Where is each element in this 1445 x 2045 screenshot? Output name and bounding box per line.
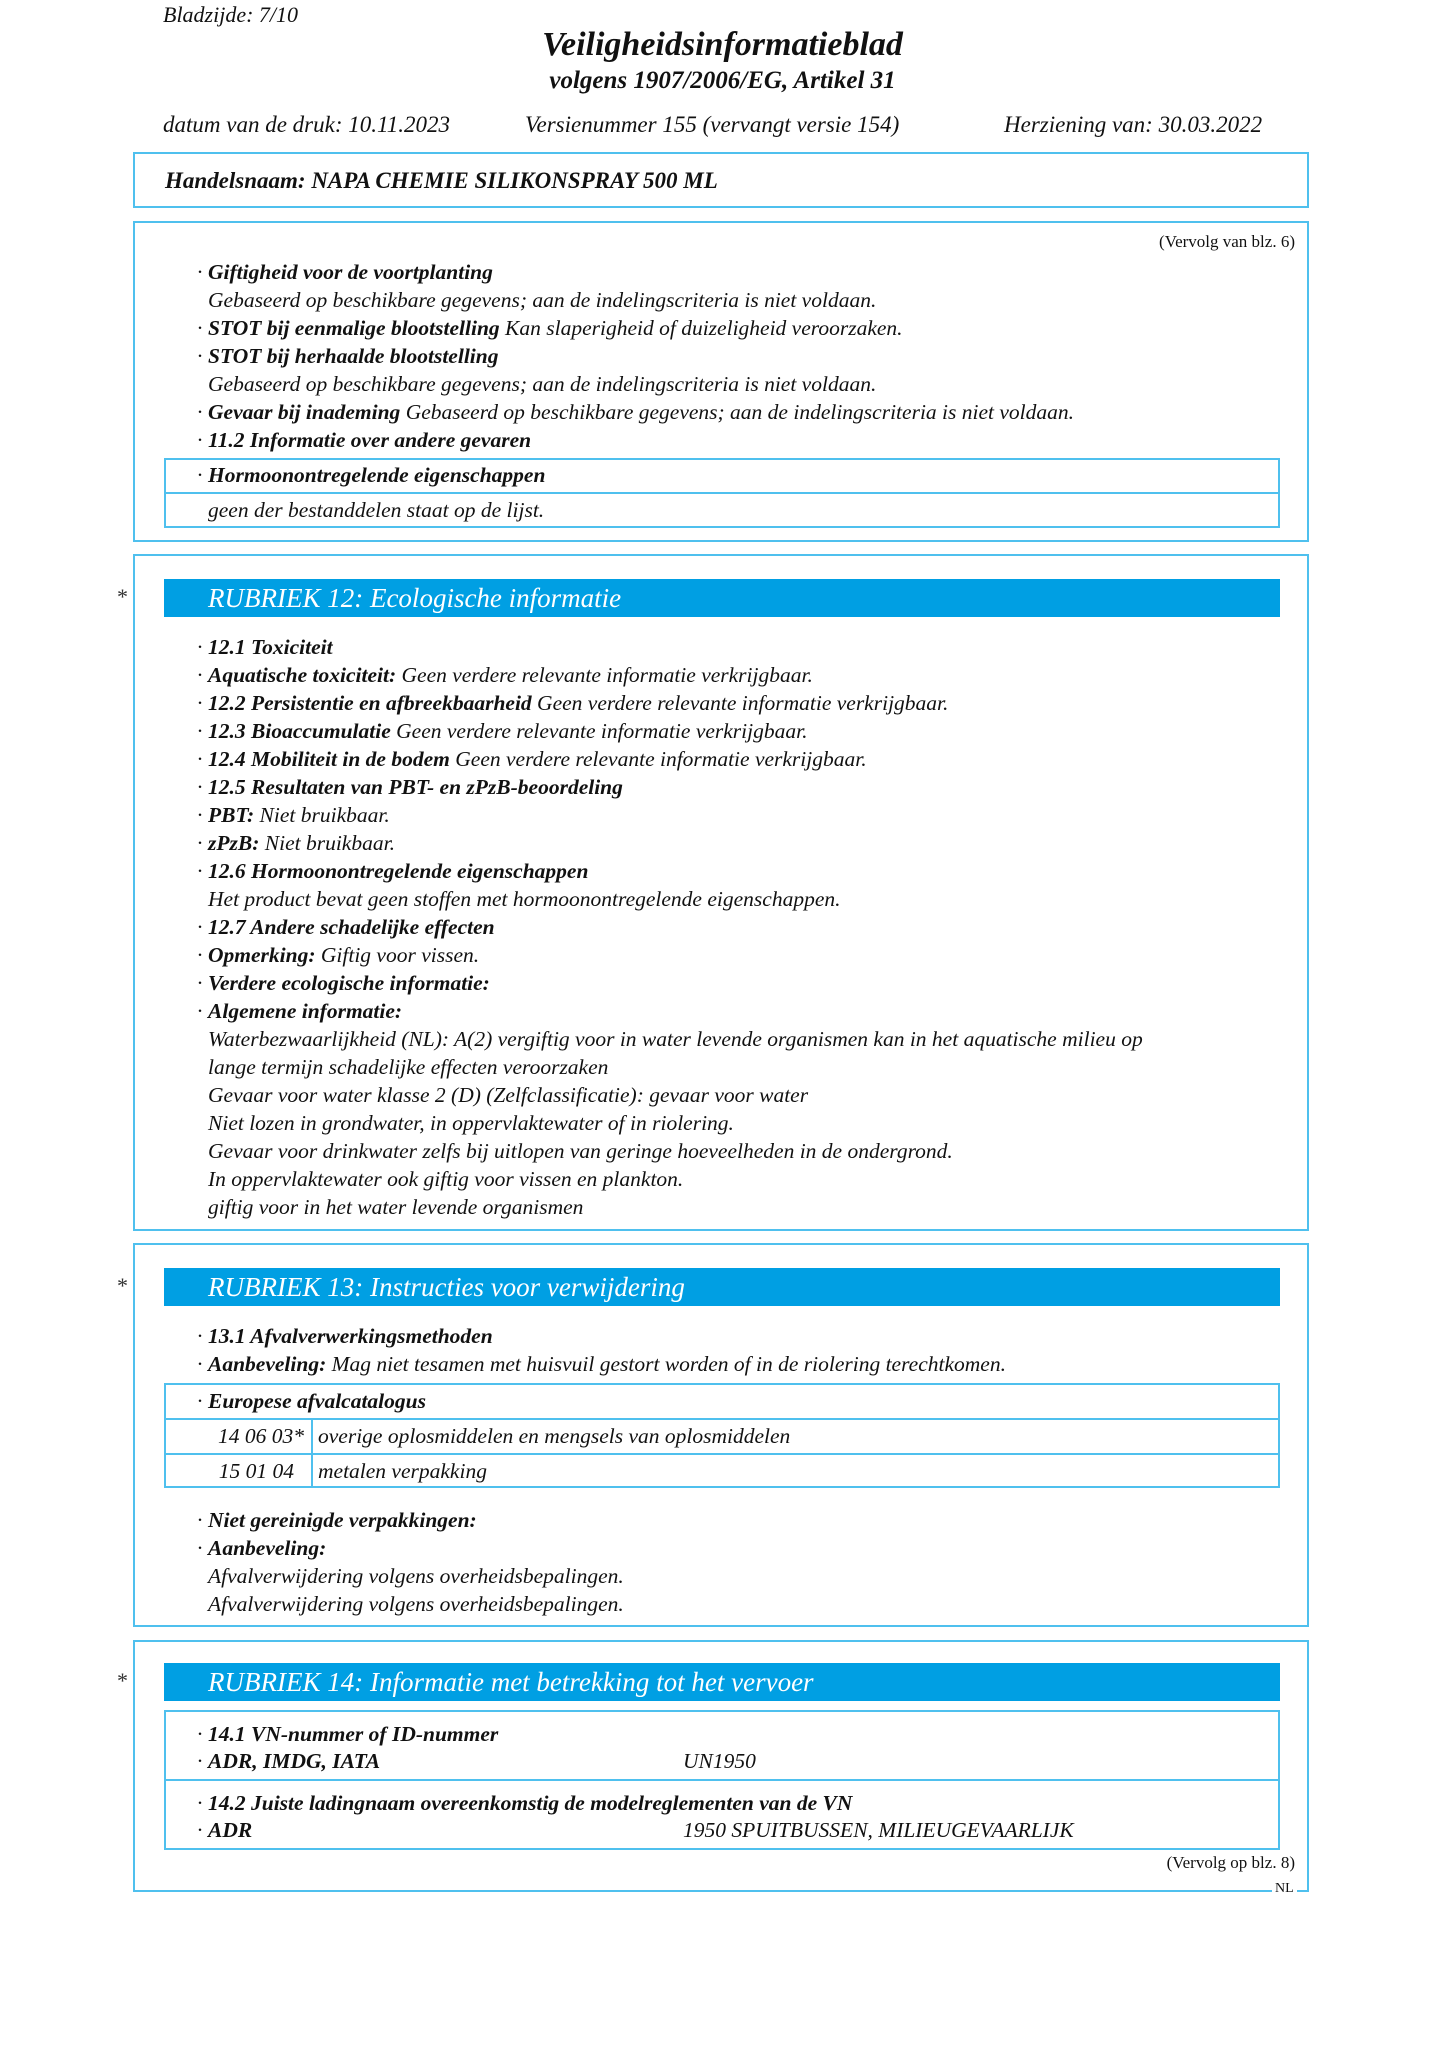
list-item: Niet lozen in grondwater, in oppervlaktewater of in riolering. xyxy=(208,1111,734,1135)
table-divider xyxy=(164,1418,1280,1420)
list-item: Het product bevat geen stoffen met hormoonontregelende eigenschappen. xyxy=(208,887,841,911)
document-title: Veiligheidsinformatieblad xyxy=(542,26,903,63)
list-item: · STOT bij herhaalde blootstelling xyxy=(197,344,499,368)
section-14-header: RUBRIEK 14: Informatie met betrekking tot het vervoer xyxy=(164,1663,1280,1701)
page-number: Bladzijde: 7/10 xyxy=(163,2,299,27)
list-item: · 12.2 Persistentie en afbreekbaarheid Geen verdere relevante informatie verkrijgbaar. xyxy=(197,691,949,715)
shipping-name: 1950 SPUITBUSSEN, MILIEUGEVAARLIJK xyxy=(683,1818,1074,1842)
continued-on: (Vervolg op blz. 8) xyxy=(1166,1853,1295,1872)
list-item: In oppervlaktewater ook giftig voor vissen en plankton. xyxy=(208,1167,684,1191)
list-item: · PBT: Niet bruikbaar. xyxy=(197,803,390,827)
list-item: · 12.3 Bioaccumulatie Geen verdere relevante informatie verkrijgbaar. xyxy=(197,719,808,743)
list-item: · 12.4 Mobiliteit in de bodem Geen verdere relevante informatie verkrijgbaar. xyxy=(197,747,867,771)
list-item: · Algemene informatie: xyxy=(197,999,403,1023)
list-item: · 11.2 Informatie over andere gevaren xyxy=(197,428,532,452)
waste-code: 14 06 03* xyxy=(218,1424,304,1448)
waste-description: overige oplosmiddelen en mengsels van oplosmiddelen xyxy=(318,1424,791,1448)
product-name-box xyxy=(133,152,1309,208)
table-header: · Europese afvalcatalogus xyxy=(197,1389,426,1413)
waste-description: metalen verpakking xyxy=(318,1459,487,1483)
list-item: · Niet gereinigde verpakkingen: xyxy=(197,1508,477,1532)
table-value: geen der bestanddelen staat op de lijst. xyxy=(208,498,545,522)
list-item: · 14.2 Juiste ladingnaam overeenkomstig de modelreglementen van de VN xyxy=(197,1791,853,1815)
continued-from: (Vervolg van blz. 6) xyxy=(1159,232,1295,251)
list-item: · 12.7 Andere schadelijke effecten xyxy=(197,915,495,939)
list-item: · Aanbeveling: xyxy=(197,1536,327,1560)
section-13-header: RUBRIEK 13: Instructies voor verwijdering xyxy=(164,1268,1280,1306)
revision-marker: * xyxy=(117,584,128,609)
list-item: · 14.1 VN-nummer of ID-nummer xyxy=(197,1722,499,1746)
list-item: · 13.1 Afvalverwerkingsmethoden xyxy=(197,1324,493,1348)
list-item: Afvalverwijdering volgens overheidsbepalingen. xyxy=(208,1564,624,1588)
document-subtitle: volgens 1907/2006/EG, Artikel 31 xyxy=(549,67,896,94)
list-item: · Aquatische toxiciteit: Geen verdere relevante informatie verkrijgbaar. xyxy=(197,663,813,687)
revision-marker: * xyxy=(117,1668,128,1693)
list-item: lange termijn schadelijke effecten veroorzaken xyxy=(208,1055,609,1079)
un-number: UN1950 xyxy=(683,1749,756,1773)
list-item: · Giftigheid voor de voortplanting xyxy=(197,260,493,284)
language-code: NL xyxy=(1272,1881,1297,1897)
list-item: · zPzB: Niet bruikbaar. xyxy=(197,831,395,855)
revision-marker: * xyxy=(117,1273,128,1298)
table-column-divider xyxy=(311,1418,313,1487)
table-header: · Hormoonontregelende eigenschappen xyxy=(197,463,546,487)
list-item: · 12.6 Hormoonontregelende eigenschappen xyxy=(197,859,589,883)
list-item: · STOT bij eenmalige blootstelling Kan slaperigheid of duizeligheid veroorzaken. xyxy=(197,316,903,340)
section-12-header: RUBRIEK 12: Ecologische informatie xyxy=(164,579,1280,617)
product-name: Handelsnaam: NAPA CHEMIE SILIKONSPRAY 500 ML xyxy=(165,168,718,193)
list-item: Gevaar voor drinkwater zelfs bij uitlopen van geringe hoeveelheden in de ondergrond. xyxy=(208,1139,953,1163)
list-item: Gebaseerd op beschikbare gegevens; aan de indelingscriteria is niet voldaan. xyxy=(208,372,877,396)
table-divider xyxy=(164,1453,1280,1455)
list-item: · Verdere ecologische informatie: xyxy=(197,971,490,995)
list-item: Gebaseerd op beschikbare gegevens; aan de indelingscriteria is niet voldaan. xyxy=(208,288,877,312)
list-item: · Gevaar bij inademing Gebaseerd op beschikbare gegevens; aan de indelingscriteria is niet voldaan. xyxy=(197,400,1075,424)
list-item: · 12.5 Resultaten van PBT- en zPzB-beoordeling xyxy=(197,775,623,799)
table-divider xyxy=(164,1779,1280,1781)
list-item: Afvalverwijdering volgens overheidsbepalingen. xyxy=(208,1592,624,1616)
list-item: · Aanbeveling: Mag niet tesamen met huisvuil gestort worden of in de riolering terechtkomen. xyxy=(197,1352,1006,1376)
list-item: Gevaar voor water klasse 2 (D) (Zelfclassificatie): gevaar voor water xyxy=(208,1083,809,1107)
list-item: · 12.1 Toxiciteit xyxy=(197,635,333,659)
list-item: Waterbezwaarlijkheid (NL): A(2) vergiftig voor in water levende organismen kan in het aquatische milieu op xyxy=(208,1027,1143,1051)
waste-code: 15 01 04 xyxy=(218,1459,294,1483)
list-item: · ADR xyxy=(197,1818,253,1842)
list-item: · Opmerking: Giftig voor vissen. xyxy=(197,943,480,967)
revision-date: Herziening van: 30.03.2022 xyxy=(1004,112,1263,137)
list-item: · ADR, IMDG, IATA xyxy=(197,1749,381,1773)
print-date: datum van de druk: 10.11.2023 xyxy=(163,112,451,137)
table-divider xyxy=(164,492,1280,494)
list-item: giftig voor in het water levende organismen xyxy=(208,1195,584,1219)
version-number: Versienummer 155 (vervangt versie 154) xyxy=(525,112,900,137)
